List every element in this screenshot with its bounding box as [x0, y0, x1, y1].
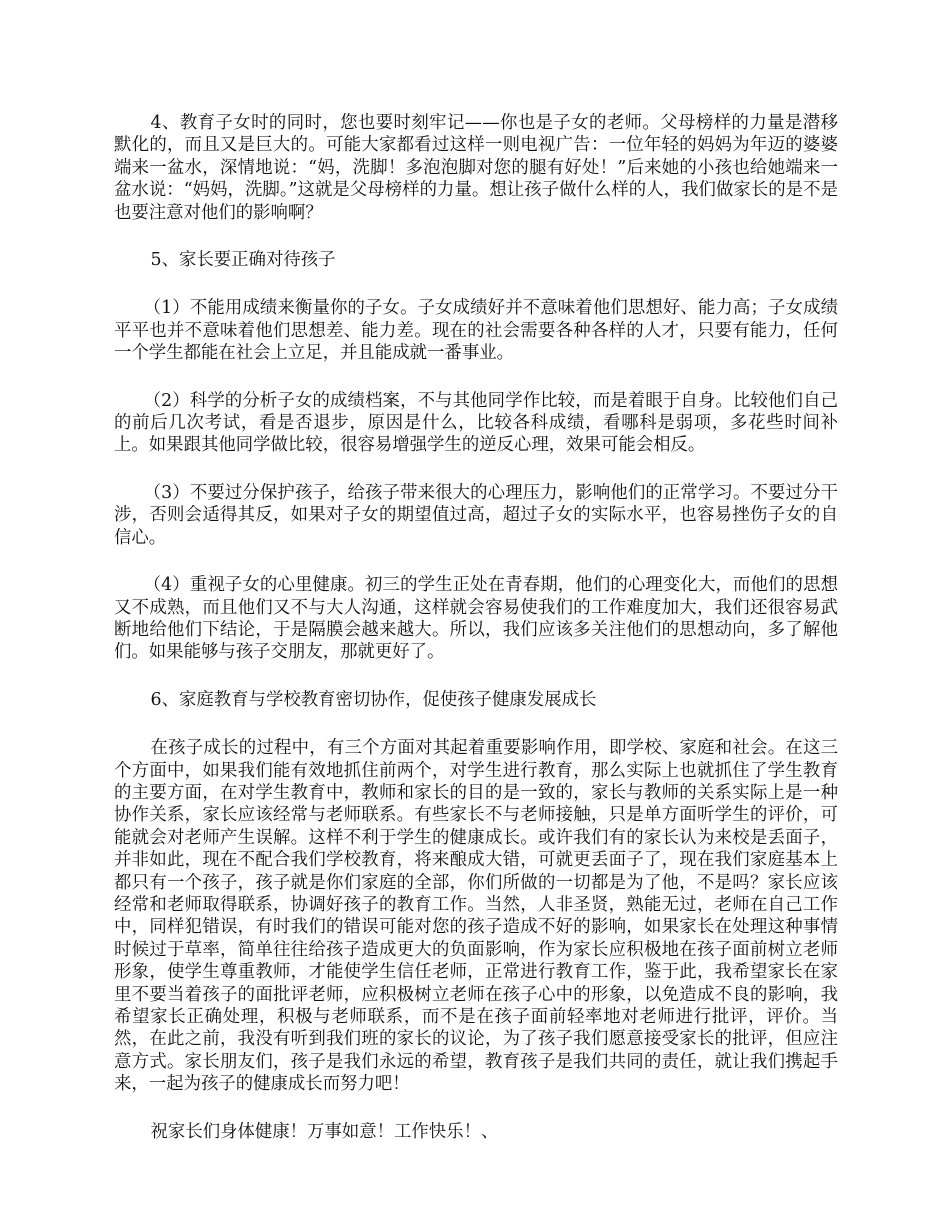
section-heading-5: 5、家长要正确对待孩子 [150, 250, 336, 271]
paragraph-point-2: （2）科学的分析子女的成绩档案，不与其他同学作比较，而是着眼于自身。比较他们自己的前后几次考试，看是否退步，原因是什么，比较各科成绩，看哪科是弱项，多花些时间补上。如果跟其他同学做比较，很容易增强学生的逆反心理，效果可能会相反。 [114, 390, 838, 456]
document-page [114, 104, 838, 1168]
paragraph-point-1: （1）不能用成绩来衡量你的子女。子女成绩好并不意味着他们思想好、能力高；子女成绩平平也并不意味着他们思想差、能力差。现在的社会需要各种各样的人才，只要有能力，任何一个学生都能在社会上立足，并且能成就一番事业。 [114, 298, 838, 364]
closing-wishes: 祝家长们身体健康！万事如意！工作快乐！、 [150, 1121, 499, 1142]
paragraph-cooperation: 在孩子成长的过程中，有三个方面对其起着重要影响作用，即学校、家庭和社会。在这三个方面中，如果我们能有效地抓住前两个，对学生进行教育，那么实际上也就抓住了学生教育的主要方面，在对学生教育中，教师和家长的目的是一致的，家长与教师的关系实际上是一种协作关系，家长应该经常与老师联系。有些家长不与老师接触，只是单方面听学生的评价，可能就会对老师产生误解。这样不利于学生的健康成长。或许我们有的家长认为来校是丢面子，并非如此，现在不配合我们学校教育，将来酿成大错，可就更丢面子了，现在我们家庭基本上都只有一个孩子，孩子就是你们家庭的全部，你们所做的一切都是为了他，不是吗？家长应该经常和老师取得联系，协调好孩子的教育工作。当然，人非圣贤，熟能无过，老师在自己工作中，同样犯错误，有时我们的错误可能对您的孩子造成不好的影响，如果家长在处理这种事情时候过于草率，简单往往给孩子造成更大的负面影响，作为家长应积极地在孩子面前树立老师形象，使学生尊重教师，才能使学生信任老师，正常进行教育工作，鉴于此，我希望家长在家里不要当着孩子的面批评老师，应积极树立老师在孩子心中的形象，以免造成不良的影响，我希望家长正确处理，积极与老师联系，而不是在孩子面前轻率地对老师进行批评，评价。当然，在此之前，我没有听到我们班的家长的议论，为了孩子我们愿意接受家长的批评，但应注意方式。家长朋友们，孩子是我们永远的希望，教育孩子是我们共同的责任，就让我们携起手来，一起为孩子的健康成长而努力吧！ [114, 738, 838, 1095]
paragraph-role-model: 4、教育子女时的同时，您也要时刻牢记——你也是子女的老师。父母榜样的力量是潜移默化的，而且又是巨大的。可能大家都看过这样一则电视广告：一位年轻的妈妈为年迈的婆婆端来一盆水，深情地说：“妈，洗脚！多泡泡脚对您的腿有好处！”后来她的小孩也给她端来一盆水说：“妈妈，洗脚。”这就是父母榜样的力量。想让孩子做什么样的人，我们做家长的是不是也要注意对他们的影响啊？ [114, 113, 838, 223]
paragraph-point-4: （4）重视子女的心里健康。初三的学生正处在青春期，他们的心理变化大，而他们的思想又不成熟，而且他们又不与大人沟通，这样就会容易使我们的工作难度加大，我们还很容易武断地给他们下结论，于是隔膜会越来越大。所以，我们应该多关注他们的思想动向，多了解他们。如果能够与孩子交朋友，那就更好了。 [114, 575, 838, 663]
paragraph-point-3: （3）不要过分保护孩子，给孩子带来很大的心理压力，影响他们的正常学习。不要过分干涉，否则会适得其反，如果对子女的期望值过高，超过子女的实际水平，也容易挫伤子女的自信心。 [114, 482, 838, 548]
section-heading-6: 6、家庭教育与学校教育密切协作，促使孩子健康发展成长 [150, 689, 597, 710]
